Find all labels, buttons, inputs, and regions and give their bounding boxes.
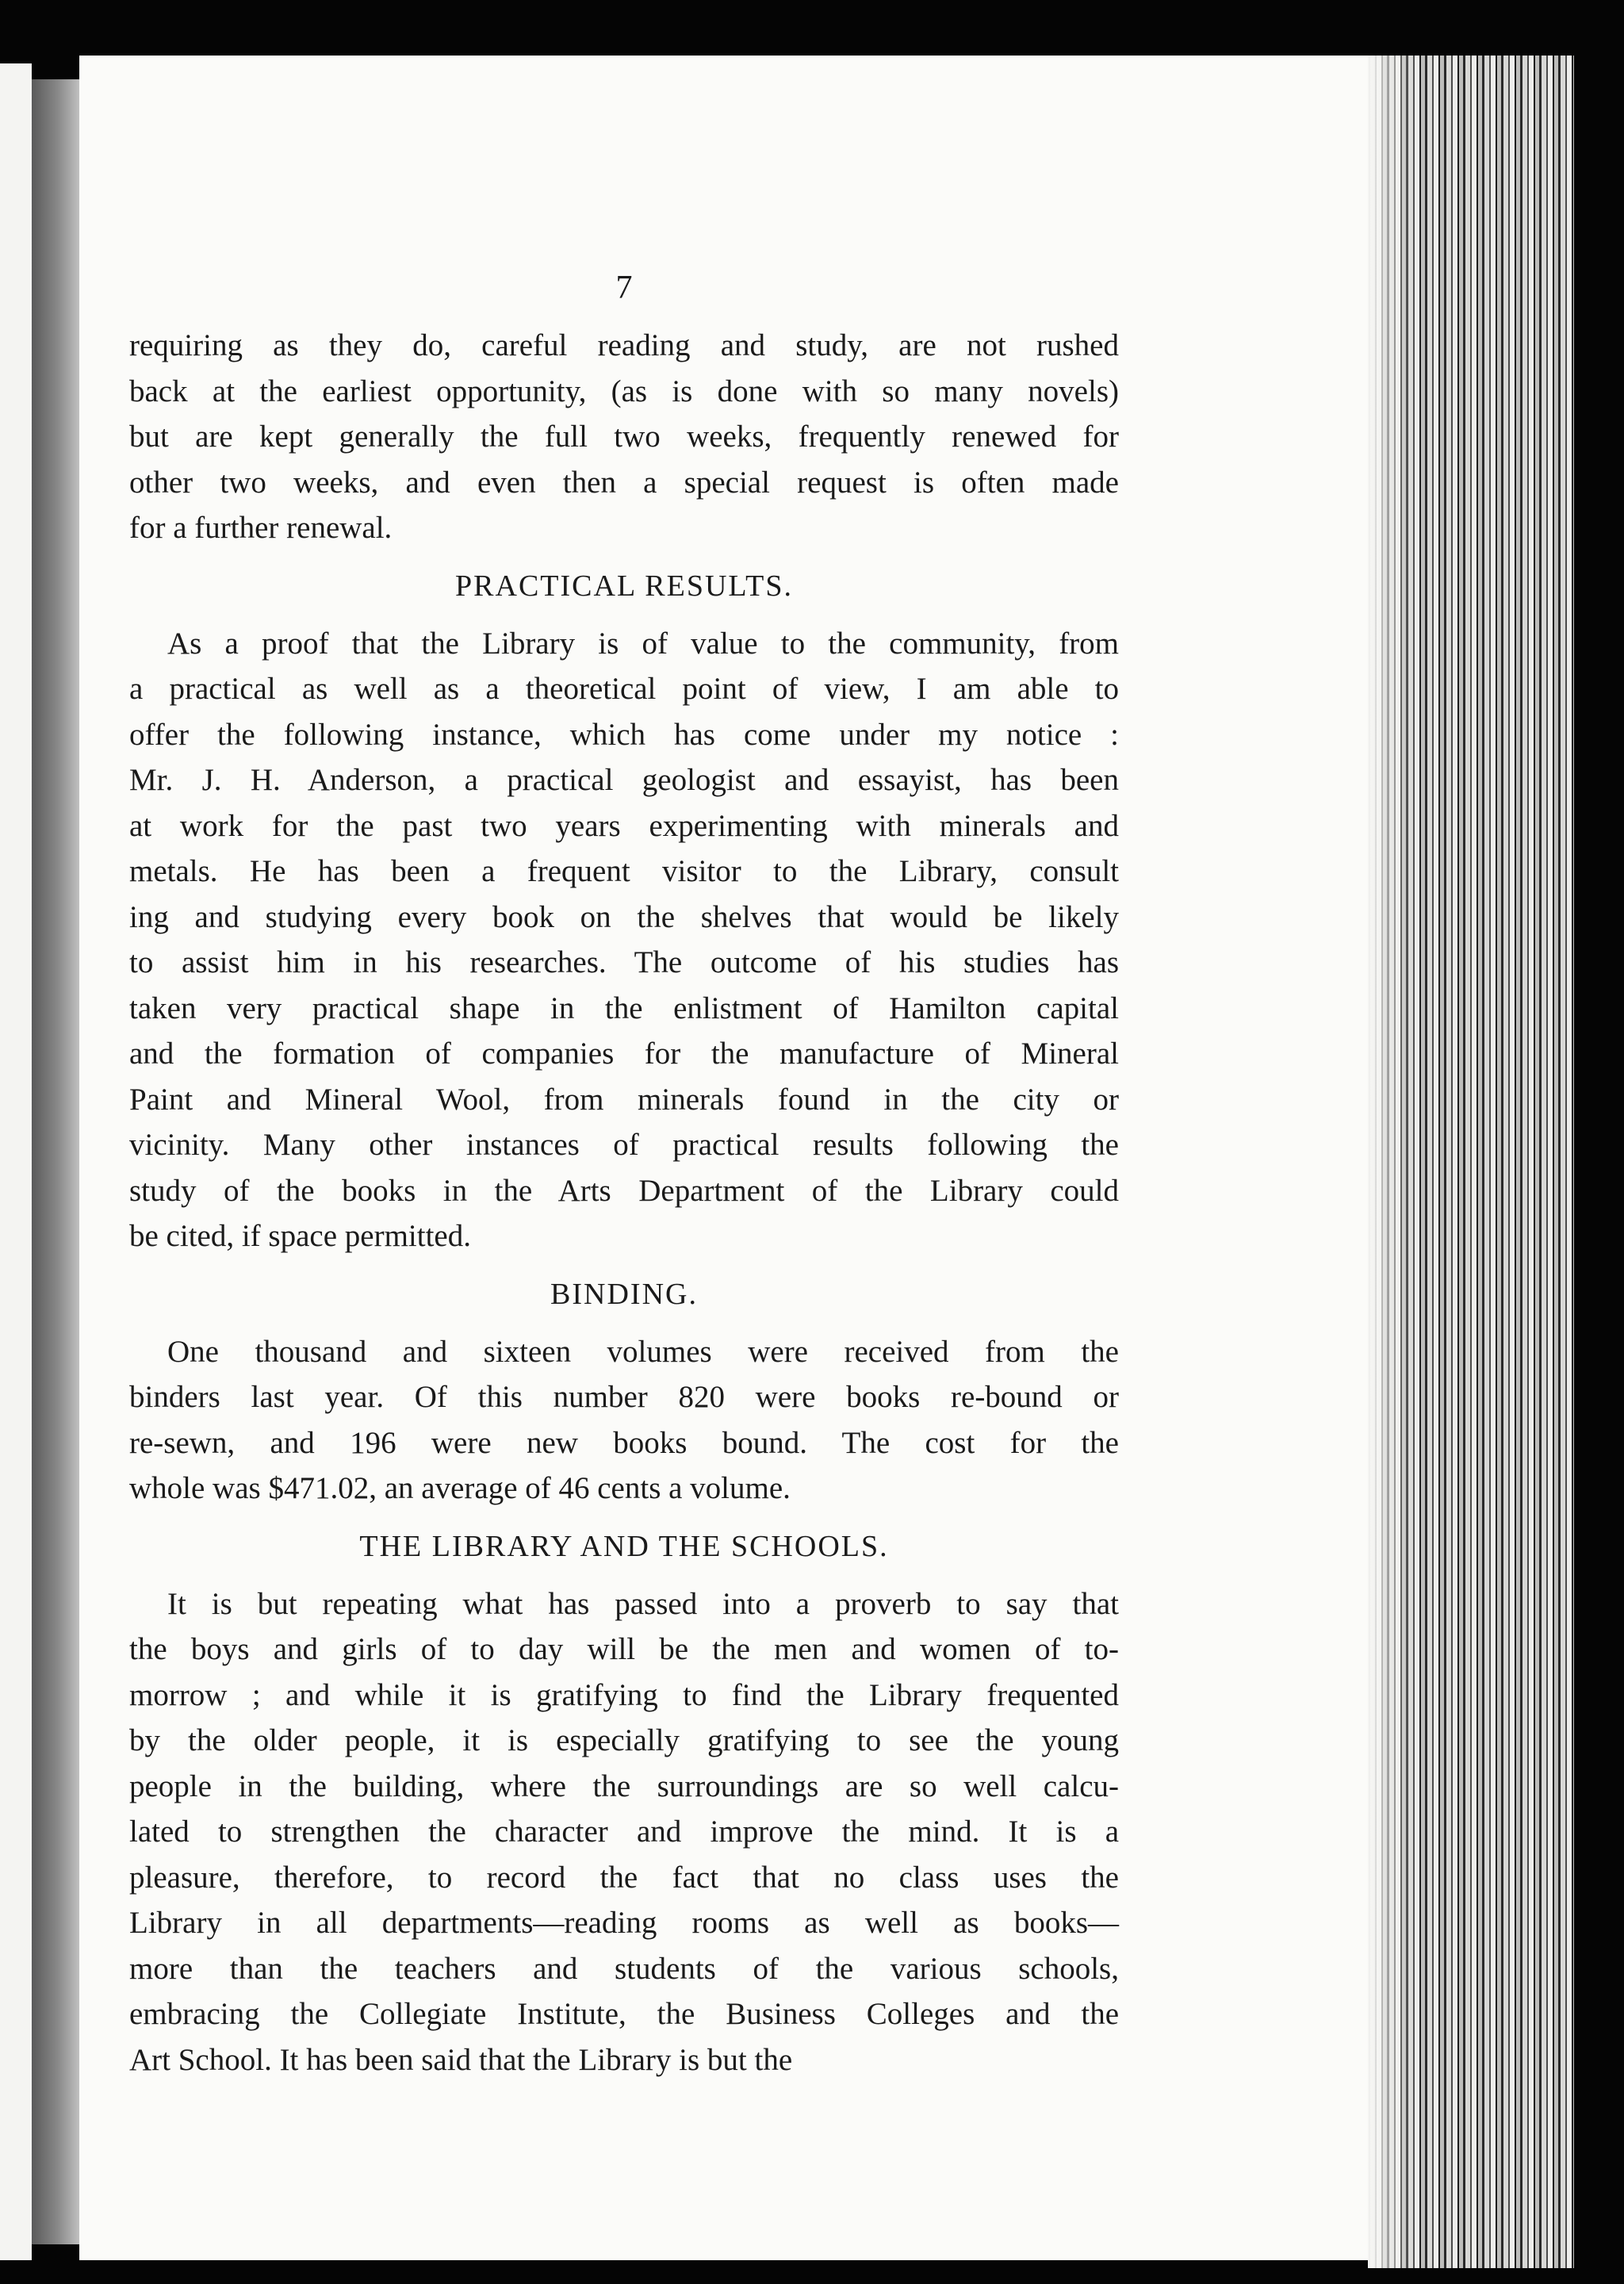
page-stack-fade — [1368, 56, 1415, 2268]
text-line: other two weeks, and even then a special request is often made — [129, 465, 1119, 500]
text-line: whole was $471.02, an average of 46 cents a volume. — [129, 1471, 791, 1505]
paragraph — [129, 1329, 1119, 1512]
section — [129, 323, 1119, 551]
text-line: morrow ; and while it is gratifying to find the Library frequented — [129, 1677, 1119, 1712]
text-line: a practical as well as a theoretical point of view, I am able to — [129, 672, 1119, 706]
section-heading: PRACTICAL RESULTS. — [455, 569, 793, 603]
text-line: vicinity. Many other instances of practical results following the — [129, 1128, 1119, 1162]
text-line: Art School. It has been said that the Library is but the — [129, 2042, 793, 2077]
text-line: It is but repeating what has passed into a proverb to say that — [167, 1586, 1119, 1621]
section — [129, 1270, 1119, 1512]
section-heading: BINDING. — [550, 1277, 698, 1311]
text-line: Paint and Mineral Wool, from minerals found in the city or — [129, 1082, 1119, 1117]
text-line: pleasure, therefore, to record the fact that no class uses the — [129, 1860, 1119, 1895]
text-line: back at the earliest opportunity, (as is done with so many novels) — [129, 374, 1119, 408]
text-line: for a further renewal. — [129, 511, 393, 545]
text-line: more than the teachers and students of the various schools, — [129, 1951, 1119, 1986]
text-line: by the older people, it is especially gratifying to see the young — [129, 1723, 1119, 1757]
section — [129, 1523, 1119, 2083]
text-line: to assist him in his researches. The outcome of his studies has — [129, 945, 1119, 979]
facing-page-edge — [0, 63, 32, 2260]
section — [129, 562, 1119, 1259]
text-line: but are kept generally the full two weeks, frequently renewed for — [129, 420, 1119, 454]
text-line: Mr. J. H. Anderson, a practical geologist and essayist, has been — [129, 763, 1119, 797]
text-column — [129, 266, 1119, 2083]
text-line: at work for the past two years experimenting with minerals and — [129, 808, 1119, 843]
text-line: binders last year. Of this number 820 were books re-bound or — [129, 1380, 1119, 1414]
sections-container — [129, 323, 1119, 2083]
text-line: re-sewn, and 196 were new books bound. The cost for the — [129, 1425, 1119, 1460]
text-line: requiring as they do, careful reading and study, are not rushed — [129, 328, 1119, 362]
page-number: 7 — [615, 270, 633, 306]
paragraph — [129, 621, 1119, 1259]
section-heading: THE LIBRARY AND THE SCHOOLS. — [359, 1529, 889, 1563]
paragraph — [129, 323, 1119, 551]
text-line: the boys and girls of to day will be the men and women of to- — [129, 1632, 1119, 1666]
text-line: As a proof that the Library is of value to the community, from — [167, 626, 1119, 661]
text-line: taken very practical shape in the enlistment of Hamilton capital — [129, 991, 1119, 1025]
text-line: study of the books in the Arts Department of the Library could — [129, 1173, 1119, 1208]
text-line: and the formation of companies for the manufacture of Mineral — [129, 1037, 1119, 1071]
text-line: embracing the Collegiate Institute, the Business Colleges and the — [129, 1997, 1119, 2031]
text-line: people in the building, where the surroundings are so well calcu- — [129, 1769, 1119, 1803]
text-line: lated to strengthen the character and improve the mind. It is a — [129, 1815, 1119, 1849]
text-line: offer the following instance, which has come under my notice : — [129, 717, 1119, 752]
paragraph — [129, 1581, 1119, 2083]
text-line: ing and studying every book on the shelves that would be likely — [129, 899, 1119, 934]
text-line: be cited, if space permitted. — [129, 1219, 471, 1253]
text-line: One thousand and sixteen volumes were received from the — [167, 1334, 1119, 1369]
text-line: Library in all departments—reading rooms as well as books— — [129, 1906, 1119, 1940]
text-line: metals. He has been a frequent visitor to the Library, consult — [129, 854, 1119, 888]
